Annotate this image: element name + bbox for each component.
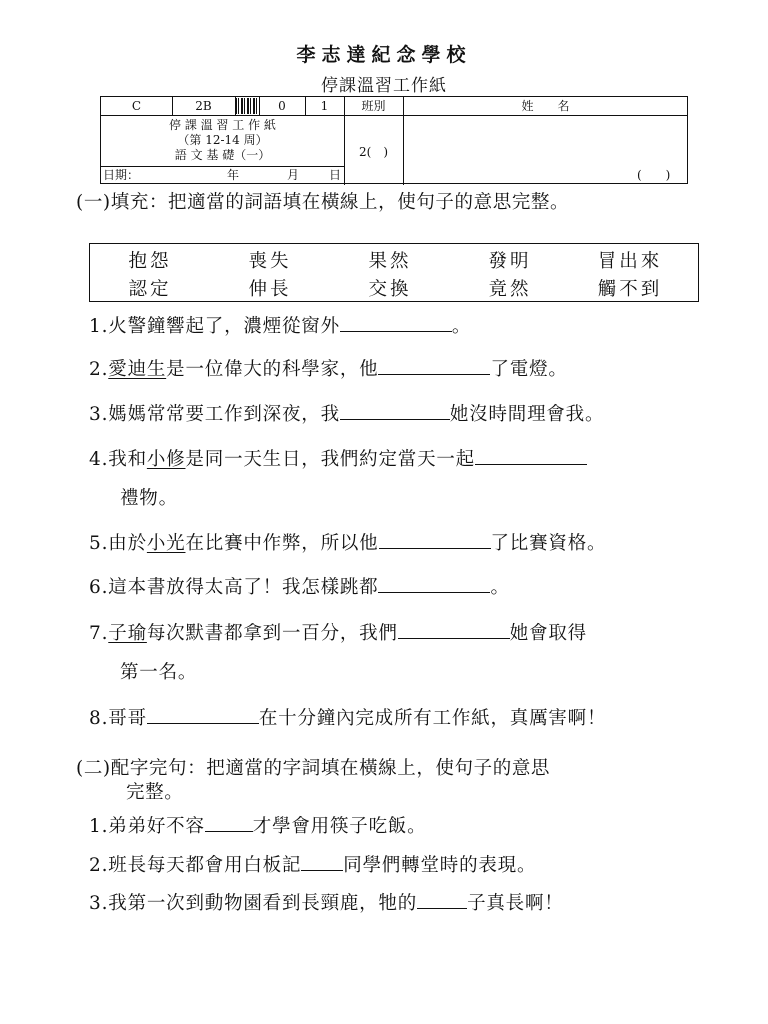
question-number: 3.	[89, 893, 109, 914]
code-c: C	[131, 99, 142, 113]
word-bank	[89, 243, 699, 302]
section-2-question-2	[89, 851, 536, 877]
code-1: 1	[320, 99, 329, 113]
proper-name: 小修	[146, 449, 186, 470]
word-bank-item: 果然	[368, 251, 412, 272]
class-field[interactable]: 2( )	[359, 145, 388, 159]
question-text: 。	[451, 316, 472, 337]
word-bank-item: 冒出來	[597, 251, 663, 272]
code-class: 2B	[195, 99, 212, 113]
question-7-continued: 第一名。	[120, 662, 198, 683]
word-bank-item: 認定	[128, 279, 172, 300]
question-number: 6.	[89, 577, 109, 598]
answer-blank[interactable]	[378, 356, 490, 375]
question-number: 1.	[89, 816, 109, 837]
worksheet-title: 停課溫習工作紙	[321, 76, 447, 96]
date-label: 日期：	[103, 168, 140, 182]
answer-blank[interactable]	[340, 313, 452, 332]
date-month: 月	[287, 168, 300, 182]
word-bank-item: 喪失	[248, 251, 292, 272]
question-text: 我和	[108, 449, 147, 470]
proper-name: 小光	[146, 533, 186, 554]
answer-blank[interactable]	[301, 852, 343, 871]
answer-blank[interactable]	[147, 705, 259, 724]
sheet-line-1: 停 課 溫 習 工 作 紙	[169, 118, 276, 132]
word-bank-item: 竟然	[488, 279, 532, 300]
question-text: 這本書放得太高了！我怎樣跳都	[108, 577, 379, 598]
question-text: 我第一次到動物園看到長頸鹿，牠的	[108, 893, 418, 914]
question-text: 是同一天生日，我們約定當天一起	[185, 449, 475, 470]
question-7	[89, 619, 587, 645]
question-1	[89, 312, 471, 338]
section-2-title: (二)配字完句：把適當的字詞填在橫線上，使句子的意思	[76, 758, 551, 779]
question-number: 8.	[89, 708, 109, 729]
question-text: 才學會用筷子吃飯。	[252, 816, 427, 837]
answer-blank[interactable]	[417, 890, 467, 909]
date-day: 日	[329, 168, 342, 182]
section-1-title: (一)填充：把適當的詞語填在橫線上，使句子的意思完整。	[76, 192, 570, 213]
question-number: 3.	[89, 404, 109, 425]
question-text: 每次默書都拿到一百分，我們	[146, 623, 398, 644]
question-number: 1.	[89, 316, 109, 337]
question-text: 了比賽資格。	[490, 533, 607, 554]
question-text: 哥哥	[108, 708, 147, 729]
question-number: 7.	[89, 623, 109, 644]
question-text: 她會取得	[509, 623, 587, 644]
question-text: 同學們轉堂時的表現。	[343, 855, 537, 876]
school-name: 李志達紀念學校	[296, 44, 472, 66]
answer-blank[interactable]	[475, 446, 587, 465]
word-bank-item: 觸不到	[597, 279, 663, 300]
question-4-continued: 禮物。	[120, 488, 178, 509]
question-text: 火警鐘響起了，濃煙從窗外	[108, 316, 340, 337]
question-8	[89, 704, 606, 730]
question-text: 媽媽常常要工作到深夜，我	[108, 404, 340, 425]
question-4	[89, 445, 587, 471]
answer-blank[interactable]	[205, 813, 253, 832]
question-number: 2.	[89, 359, 109, 380]
section-2-question-3	[89, 889, 564, 915]
question-text: 弟弟好不容	[108, 816, 205, 837]
score-paren: ( )	[637, 168, 671, 182]
header-table	[100, 96, 688, 184]
word-bank-item: 發明	[488, 251, 532, 272]
question-2	[89, 355, 568, 381]
question-text: 了電燈。	[490, 359, 568, 380]
code-0: 0	[278, 99, 286, 113]
question-text: 她沒時間理會我。	[449, 404, 605, 425]
question-text: 在比賽中作弊，所以他	[185, 533, 379, 554]
question-text: 班長每天都會用白板記	[108, 855, 302, 876]
word-bank-item: 伸長	[248, 279, 292, 300]
word-bank-item: 抱怨	[128, 251, 172, 272]
question-text: 子真長啊！	[467, 893, 564, 914]
question-6	[89, 573, 510, 599]
question-text: 。	[490, 577, 510, 598]
date-year: 年	[227, 168, 240, 182]
question-number: 4.	[89, 449, 109, 470]
question-number: 5.	[89, 533, 109, 554]
question-text: 是一位偉大的科學家，他	[166, 359, 379, 380]
barcode-icon	[235, 98, 259, 114]
section-2-question-1	[89, 812, 426, 838]
answer-blank[interactable]	[398, 620, 510, 639]
question-text: 在十分鐘內完成所有工作紙，真厲害啊！	[258, 708, 607, 729]
proper-name: 愛迪生	[108, 359, 167, 380]
section-2-title-continued: 完整。	[126, 782, 184, 803]
sheet-line-3: 語 文 基 礎（一）	[174, 148, 271, 162]
class-label: 班別	[361, 99, 386, 113]
answer-blank[interactable]	[379, 530, 491, 549]
name-label: 姓 名	[521, 99, 570, 113]
answer-blank[interactable]	[378, 574, 490, 593]
question-number: 2.	[89, 855, 109, 876]
question-text: 由於	[108, 533, 147, 554]
proper-name: 子瑜	[108, 623, 147, 644]
sheet-line-2: （第 12-14 周）	[177, 133, 268, 147]
answer-blank[interactable]	[340, 401, 450, 420]
word-bank-item: 交換	[368, 279, 412, 300]
question-3	[89, 400, 604, 426]
question-5	[89, 529, 606, 555]
